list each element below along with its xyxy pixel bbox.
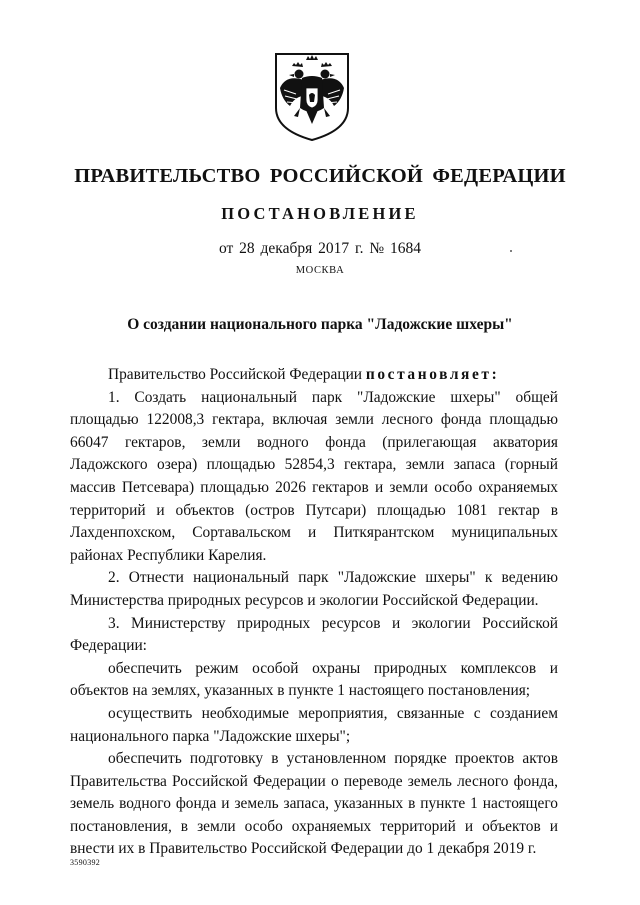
clause-3-item-b: осуществить необходимые мероприятия, связанные с созданием национального парка "Ладожские шхеры"; xyxy=(70,704,558,745)
intro-lead: Правительство Российской Федерации xyxy=(108,366,366,383)
document-type: ПОСТАНОВЛЕНИЕ xyxy=(221,204,419,223)
decree-intro xyxy=(70,364,558,387)
document-code: 3590392 xyxy=(70,858,101,867)
clause-1: 1. Создать национальный парк "Ладожские шхеры" общей площадью 122008,3 гектара, включая земли лесного фонда площадью 66047 гектаров, земли водного фонда (прилегающая акватория Ладожского озера) площадью 52854,3 гектара, земли запаса (горный массив Петсевара) площадью 2026 гектаров и земли особо охраняемых территорий и объектов (остров Путсари) площадью 1081 гектар в Лахденпохском, Сортавальском и Питкярантском муниципальных районах Республики Карелия. xyxy=(70,388,558,564)
issuing-city: МОСКВА xyxy=(295,265,345,276)
clause-2: 2. Отнести национальный парк "Ладожские шхеры" к ведению Министерства природных ресурсов и экологии Российской Федерации. xyxy=(70,569,558,609)
stray-mark xyxy=(510,250,512,252)
decree-subject: О создании национального парка "Ладожские шхеры" xyxy=(127,316,513,333)
clause-3-item-c: обеспечить подготовку в установленном порядке проектов актов Правительства Российской Федерации о переводе земель лесного фонда, земель водного фонда и земель запаса, указанных в пункте 1 настоящего постановления, в земли особо охраняемых территорий и объектов и внести их в Правительство Российской Федерации до 1 декабря 2019 г. xyxy=(70,750,558,858)
clause-3: 3. Министерству природных ресурсов и экологии Российской Федерации: xyxy=(70,614,558,655)
government-title: ПРАВИТЕЛЬСТВО РОССИЙСКОЙ ФЕДЕРАЦИИ xyxy=(74,165,566,187)
decree-date-number: от 28 декабря 2017 г. № 1684 xyxy=(218,240,422,257)
clause-3-item-a: обеспечить режим особой охраны природных комплексов и объектов на землях, указанных в пункте 1 настоящего постановления; xyxy=(70,659,558,700)
decree-body xyxy=(70,364,558,861)
coat-of-arms-icon xyxy=(272,50,352,142)
intro-resolves: постановляет: xyxy=(365,366,500,383)
